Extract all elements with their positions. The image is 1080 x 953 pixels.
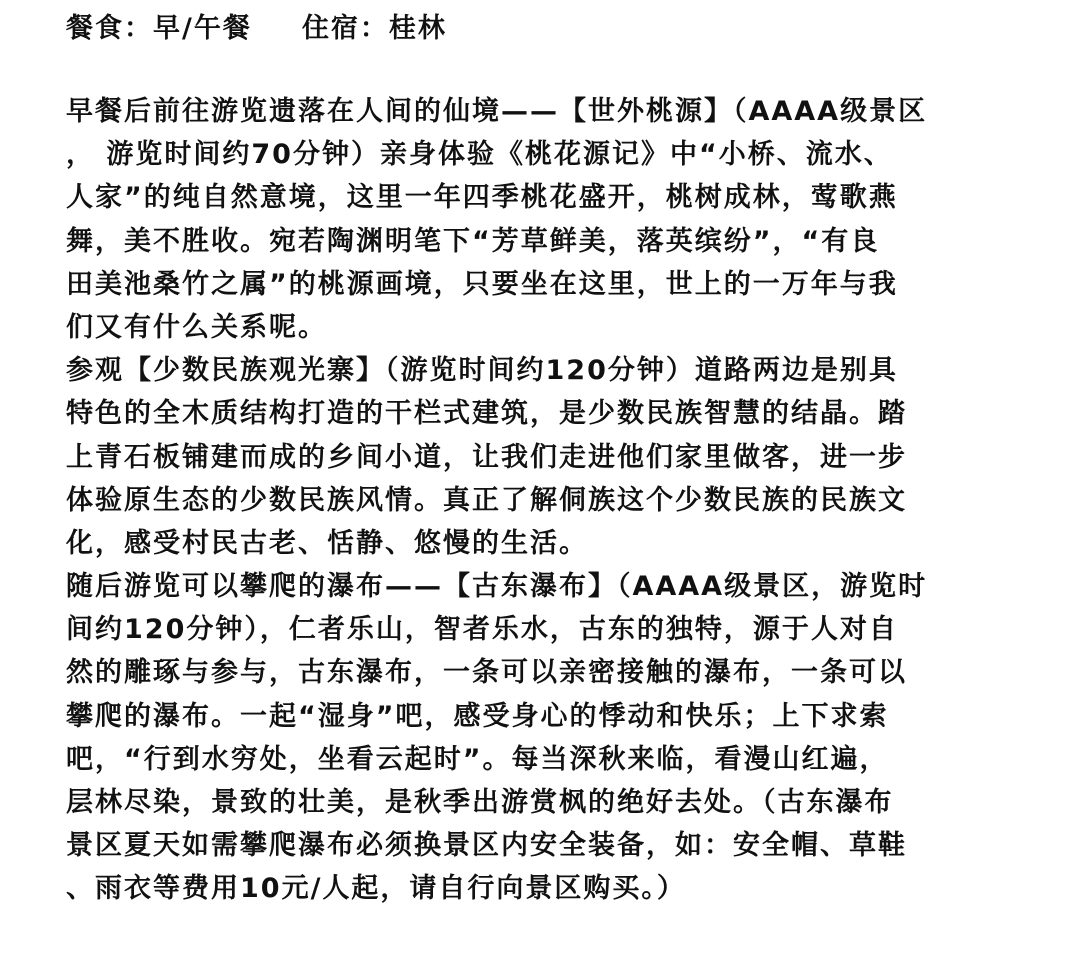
text-line: 参观【少数民族观光寨】（游览时间约120分钟）道路两边是别具 [66, 355, 898, 387]
spacer [66, 50, 1034, 90]
text-line: 随后游览可以攀爬的瀑布——【古东瀑布】（AAAA级景区，游览时 [66, 571, 928, 603]
meals-info: 餐食：早/午餐 [66, 12, 252, 44]
text-line: 舞，美不胜收。宛若陶渊明笔下“芳草鲜美，落英缤纷”，“有良 [66, 225, 880, 257]
meta-line [66, 0, 1034, 50]
text-line: 特色的全木质结构打造的干栏式建筑，是少数民族智慧的结晶。踏 [66, 398, 907, 430]
paragraph-gudong-waterfall [66, 565, 1034, 911]
text-line: 化，感受村民古老、恬静、悠慢的生活。 [66, 527, 588, 559]
text-line: 然的雕琢与参与，古东瀑布，一条可以亲密接触的瀑布，一条可以 [66, 657, 907, 689]
text-line: 、雨衣等费用10元/人起，请自行向景区购买。） [66, 873, 686, 905]
text-line: 层林尽染，景致的壮美，是秋季出游赏枫的绝好去处。（古东瀑布 [66, 787, 894, 818]
text-line: 田美池桑竹之属”的桃源画境，只要坐在这里，世上的一万年与我 [66, 268, 898, 300]
text-line: 体验原生态的少数民族风情。真正了解侗族这个少数民族的民族文 [66, 484, 907, 516]
text-line: 们又有什么关系呢。 [66, 311, 327, 343]
text-line: 景区夏天如需攀爬瀑布必须换景区内安全装备，如：安全帽、草鞋 [66, 830, 907, 862]
text-line: 间约120分钟），仁者乐山，智者乐水，古东的独特，源于人对自 [66, 614, 898, 646]
text-line: 攀爬的瀑布。一起“湿身”吧，感受身心的悸动和快乐；上下求索 [66, 700, 889, 732]
text-line: 吧，“行到水穷处，坐看云起时”。每当深秋来临，看漫山红遍， [66, 743, 889, 775]
paragraph-minority-village [66, 349, 1034, 565]
lodging-info: 住宿：桂林 [301, 12, 447, 44]
text-line: ， 游览时间约70分钟）亲身体验《桃花源记》中“小桥、流水、 [66, 139, 893, 171]
text-line: 上青石板铺建而成的乡间小道，让我们走进他们家里做客，进一步 [66, 441, 907, 473]
itinerary-document [66, 0, 1034, 911]
text-line: 早餐后前往游览遗落在人间的仙境——【世外桃源】（AAAA级景区 [66, 96, 928, 127]
paragraph-shiwai-taoyuan [66, 90, 1034, 349]
text-line: 人家”的纯自然意境，这里一年四季桃花盛开，桃树成林，莺歌燕 [66, 182, 898, 214]
